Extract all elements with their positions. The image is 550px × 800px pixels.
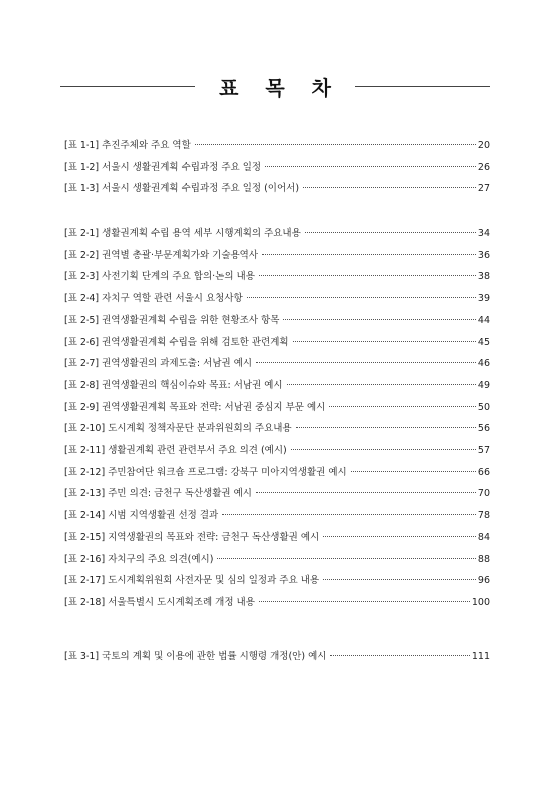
toc-entry-label: [표 2-2] 권역별 총괄·부문계획가와 기술용역사 [64,249,259,261]
toc-entry-label: [표 2-18] 서울특별시 도시계획조례 개정 내용 [64,596,255,608]
toc-entry[interactable] [64,225,490,243]
dot-leader [351,471,476,472]
dot-leader [262,254,476,255]
toc-entry-page: 27 [477,183,490,195]
toc-entry-label: [표 2-6] 권역생활권계획 수립을 위해 검토한 관련계획 [64,336,289,348]
toc-entry-label: [표 2-5] 권역생활권계획 수립을 위한 현황조사 항목 [64,314,280,326]
dot-leader [256,362,476,363]
toc-entry-page: 38 [477,271,490,283]
toc-entry-page: 34 [477,228,490,239]
dot-leader [222,514,476,515]
dot-leader [293,341,476,342]
toc-entry-page: 36 [477,249,490,261]
toc-entry[interactable] [64,485,490,503]
dot-leader [217,558,475,559]
toc-entry-label: [표 2-12] 주민참여단 워크숍 프로그램: 강북구 미아지역생활권 예시 [64,466,347,478]
toc-entry-page: 57 [477,445,490,456]
toc-entry-label: [표 1-1] 추진주체와 주요 역할 [64,140,191,151]
toc-entry-page: 44 [477,314,490,326]
toc-entry-page: 78 [477,510,490,522]
toc-entry[interactable] [64,137,490,155]
page-title: 표 목 차 [219,75,341,100]
toc-entry-label: [표 2-14] 시범 지역생활권 선정 결과 [64,510,219,522]
dot-leader [330,655,469,656]
toc-entry-label: [표 2-7] 권역생활권의 과제도출: 서남권 예시 [64,358,253,370]
toc-entry-label: [표 2-8] 권역생활권의 핵심이슈와 목표: 서남권 예시 [64,379,283,391]
title-rule-right [355,86,490,87]
dot-leader [265,166,476,167]
dot-leader [296,427,476,428]
dot-leader [283,319,475,320]
dot-leader [303,187,476,188]
toc-entry-page: 84 [477,531,490,543]
dot-leader [247,297,476,298]
toc-entry-page: 100 [471,596,490,608]
toc-entry[interactable] [64,377,490,395]
toc-entry[interactable] [64,334,490,352]
toc-entry[interactable] [64,290,490,308]
dot-leader [305,232,476,233]
toc-entry-label: [표 2-3] 사전기획 단계의 주요 합의·논의 내용 [64,271,255,283]
toc-entry[interactable] [64,572,490,590]
toc-entry[interactable] [64,464,490,482]
toc-entry-label: [표 1-3] 서울시 생활권계획 수립과정 주요 일정 (이어서) [64,183,300,195]
dot-leader [259,601,470,602]
toc-entry-page: 56 [477,423,490,435]
toc-entry-label: [표 2-10] 도시계획 정책자문단 분과위원회의 주요내용 [64,423,292,435]
toc-entry-label: [표 1-2] 서울시 생활권계획 수립과정 주요 일정 [64,161,262,173]
toc-entry-page: 96 [477,575,490,587]
toc-entry-page: 70 [477,488,490,500]
toc-entry[interactable] [64,247,490,265]
toc-entry[interactable] [64,159,490,177]
toc-entry[interactable] [64,648,490,666]
dot-leader [291,449,476,450]
toc-entry[interactable] [64,594,490,612]
dot-leader [323,579,476,580]
dot-leader [287,384,476,385]
dot-leader [329,406,476,407]
dot-leader [259,275,476,276]
toc-entry-label: [표 2-9] 권역생활권계획 목표와 전략: 서남권 중심지 부문 예시 [64,401,326,413]
title-row [60,72,490,100]
toc-entry[interactable] [64,355,490,373]
toc-entry-label: [표 2-16] 자치구의 주요 의견(예시) [64,553,214,565]
toc-entry-page: 88 [477,553,490,565]
toc-entry-label: [표 2-11] 생활권계획 관련 관련부서 주요 의견 (예시) [64,445,287,456]
toc-entry[interactable] [64,180,490,198]
toc-entry[interactable] [64,268,490,286]
toc-entry-page: 111 [471,651,490,662]
toc-entry-page: 49 [477,379,490,391]
toc-entry-label: [표 2-13] 주민 의견: 금천구 독산생활권 예시 [64,488,252,500]
dot-leader [195,144,476,145]
toc-entry-page: 26 [477,161,490,173]
toc-entry-page: 46 [477,358,490,370]
toc-entry-page: 20 [477,140,490,151]
toc-entry[interactable] [64,529,490,547]
toc-entry-label: [표 2-1] 생활권계획 수립 용역 세부 시행계획의 주요내용 [64,228,301,239]
toc-entry-page: 66 [477,466,490,478]
dot-leader [323,536,476,537]
toc-entry-label: [표 2-17] 도시계획위원회 사전자문 및 심의 일정과 주요 내용 [64,575,320,587]
toc-entry[interactable] [64,399,490,417]
toc-entry-label: [표 3-1] 국토의 계획 및 이용에 관한 법률 시행령 개정(안) 예시 [64,651,327,662]
title-rule-left [60,86,195,87]
toc-entry-page: 39 [477,293,490,305]
toc-entry[interactable] [64,312,490,330]
toc-entry-label: [표 2-15] 지역생활권의 목표와 전략: 금천구 독산생활권 예시 [64,531,320,543]
toc-entry-page: 45 [477,336,490,348]
dot-leader [256,492,476,493]
toc-entry[interactable] [64,420,490,438]
toc-entry-page: 50 [477,401,490,413]
toc-entry[interactable] [64,507,490,525]
toc-entry[interactable] [64,442,490,460]
toc-entry-label: [표 2-4] 자치구 역할 관련 서울시 요청사항 [64,293,243,305]
toc-entry[interactable] [64,551,490,569]
